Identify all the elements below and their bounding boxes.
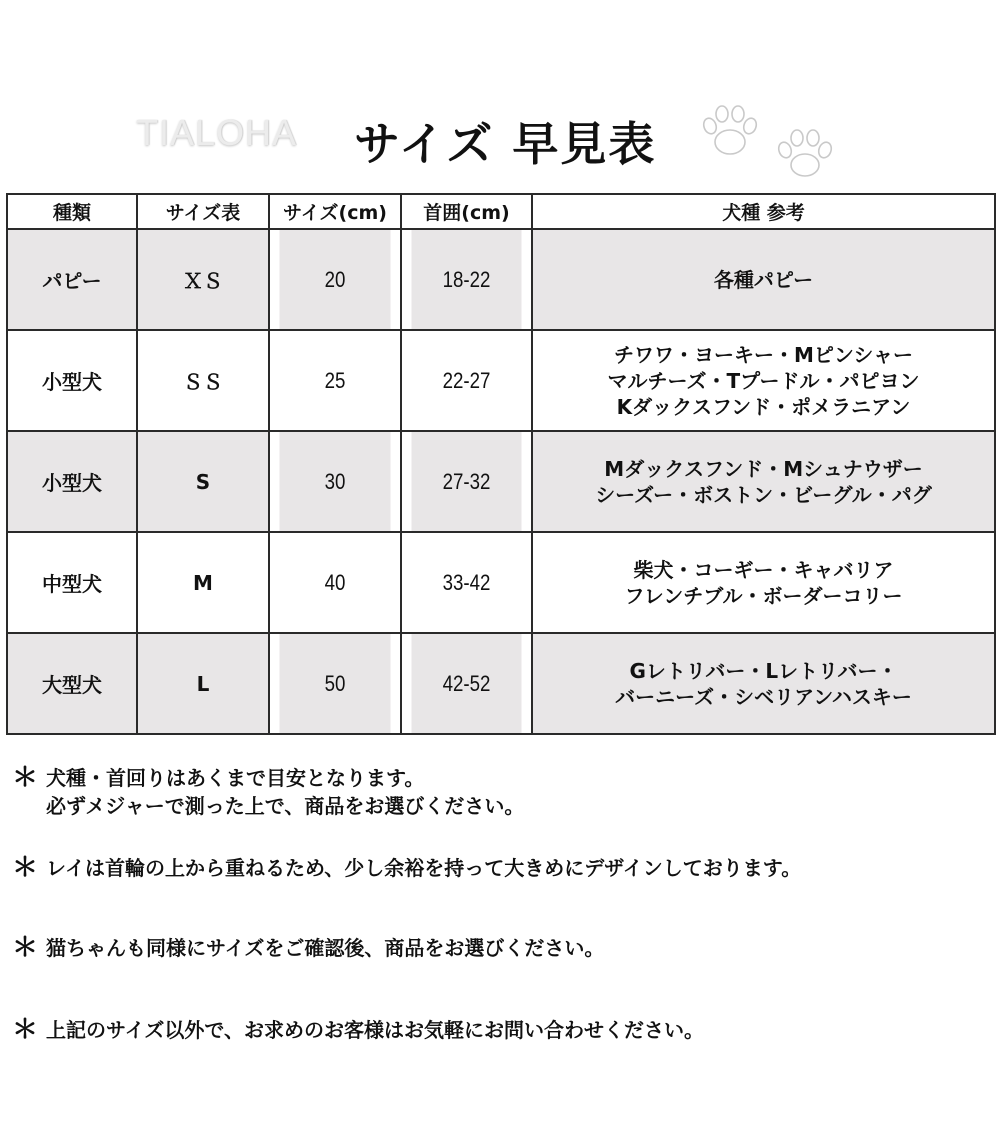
breed-line: チワワ・ヨーキー・Mピンシャー: [613, 342, 913, 367]
cell-neck-cm: 33-42: [411, 532, 522, 633]
note-item: [12, 764, 524, 820]
cell-neck-cm: 42-52: [411, 633, 522, 734]
note-item: [12, 854, 801, 882]
cell-size-label: M: [137, 532, 269, 633]
column-header: サイズ表: [137, 194, 269, 229]
breed-line: バーニーズ・シベリアンハスキー: [615, 684, 912, 709]
cell-dog-type: 大型犬: [7, 633, 137, 734]
table-row: [7, 229, 995, 330]
breed-line: 柴犬・コーギー・キャバリア: [633, 557, 894, 582]
note-item: [12, 1016, 704, 1044]
asterisk-icon: ＊: [12, 853, 39, 883]
page-title: サイズ 早見表: [354, 117, 657, 171]
breed-line: マルチーズ・Tプードル・パピヨン: [607, 368, 920, 393]
note-line: 必ずメジャーで測った上で、商品をお選びください。: [46, 794, 525, 818]
breed-line: Kダックスフンド・ポメラニアン: [616, 394, 911, 419]
breed-line: Mダックスフンド・Mシュナウザー: [604, 456, 923, 481]
column-header: サイズ(cm): [269, 194, 401, 229]
cell-breeds: [532, 532, 995, 633]
cell-length-cm: 25: [279, 330, 391, 431]
cell-size-label: L: [137, 633, 269, 734]
cell-dog-type: パピー: [7, 229, 137, 330]
cell-breeds: [532, 633, 995, 734]
table-header-row: [7, 194, 995, 229]
asterisk-icon: ＊: [12, 933, 39, 963]
cell-length-cm: 50: [279, 633, 391, 734]
paw-print-icon: [696, 104, 764, 162]
cell-neck-cm: 22-27: [411, 330, 522, 431]
paw-print-icon: [772, 128, 838, 184]
note-line: 上記のサイズ以外で、お求めのお客様はお気軽にお問い合わせください。: [46, 1018, 704, 1042]
cell-size-label: ＸＳ: [137, 229, 269, 330]
cell-breeds: [532, 330, 995, 431]
table-row: [7, 431, 995, 532]
cell-size-label: S: [137, 431, 269, 532]
brand-logo: TIALOHA: [136, 112, 298, 153]
cell-size-label: ＳＳ: [137, 330, 269, 431]
cell-neck-cm: 18-22: [411, 229, 522, 330]
note-item: [12, 934, 604, 962]
table-row: [7, 633, 995, 734]
table-row: [7, 330, 995, 431]
cell-dog-type: 小型犬: [7, 330, 137, 431]
cell-length-cm: 30: [279, 431, 391, 532]
asterisk-icon: ＊: [12, 1015, 39, 1045]
cell-dog-type: 中型犬: [7, 532, 137, 633]
cell-length-cm: 40: [279, 532, 391, 633]
note-line: 猫ちゃんも同様にサイズをご確認後、商品をお選びください。: [46, 936, 605, 960]
size-chart-table: [6, 193, 996, 735]
breed-line: Gレトリバー・Lレトリバー・: [629, 658, 898, 683]
cell-breeds: [532, 431, 995, 532]
column-header: 犬種 参考: [532, 194, 995, 229]
asterisk-icon: ＊: [12, 763, 39, 793]
table-row: [7, 532, 995, 633]
breed-line: フレンチブル・ボーダーコリー: [624, 583, 903, 608]
note-line: 犬種・首回りはあくまで目安となります。: [46, 766, 425, 790]
cell-dog-type: 小型犬: [7, 431, 137, 532]
column-header: 首囲(cm): [401, 194, 532, 229]
column-header: 種類: [7, 194, 137, 229]
cell-breeds: [532, 229, 995, 330]
cell-length-cm: 20: [279, 229, 391, 330]
breed-line: シーズー・ボストン・ビーグル・パグ: [595, 482, 932, 507]
note-line: レイは首輪の上から重ねるため、少し余裕を持って大きめにデザインしております。: [46, 856, 802, 880]
cell-neck-cm: 27-32: [411, 431, 522, 532]
breed-line: 各種パピー: [713, 267, 814, 292]
